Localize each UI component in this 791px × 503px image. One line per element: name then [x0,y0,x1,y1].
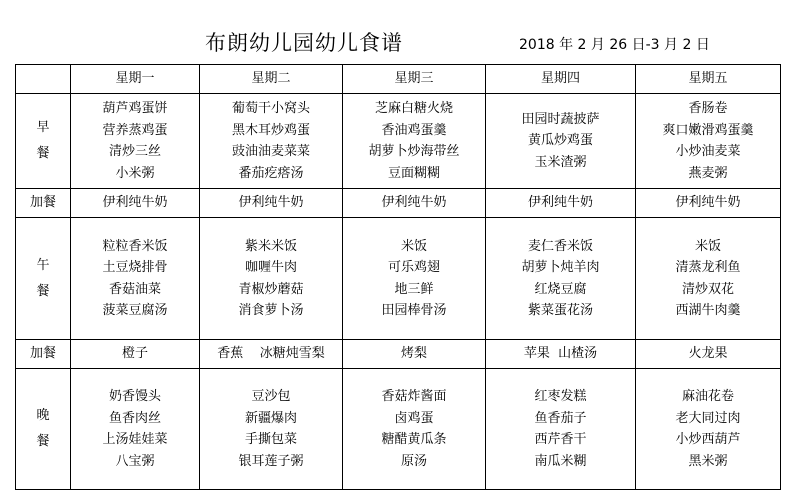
dish-item: 香菇油菜 [108,281,161,297]
dish-item: 地三鲜 [394,281,434,297]
dish-item: 田园棒骨汤 [381,303,447,318]
dish-item: 番茄疙瘩汤 [238,165,304,181]
dish-item: 手撕包菜 [244,432,297,447]
dish-item: 糖醋黄瓜条 [381,432,447,447]
dish-item: 粒粒香米饭 [102,238,168,254]
dish-item: 青椒炒蘑菇 [238,281,304,297]
breakfast-cell-thursday [486,94,636,189]
dish-item: 胡萝卜炒海带丝 [368,144,460,159]
dish-item: 黑木耳炒鸡蛋 [231,122,310,138]
dish-item: 豆沙包 [251,389,291,404]
day-header-friday: 星期五 [636,65,781,94]
dish-item: 原汤 [400,453,427,469]
dish-item: 清蒸龙利鱼 [675,260,741,275]
dish-item: 南瓜米糊 [534,453,587,469]
dish-item: 西湖牛肉羹 [675,303,741,318]
dish-item: 紫菜蛋花汤 [527,303,593,318]
afternoon-snack-cell-wednesday: 烤梨 [343,340,486,369]
dinner-row [16,369,781,490]
date-range: 2018 年 2 月 26 日-3 月 2 日 [519,37,710,53]
breakfast-cell-tuesday [200,94,343,189]
dish-item: 豆面糊糊 [387,165,440,181]
dish-item: 卤鸡蛋 [394,410,434,426]
dish-item: 消食萝卜汤 [238,303,304,318]
meal-label-lunch: 午 餐 [16,218,71,340]
lunch-cell-friday [636,218,781,340]
dish-item: 香菇炸酱面 [381,389,447,404]
dish-item: 可乐鸡翅 [387,260,440,275]
meal-label-morning-snack: 加餐 [16,189,71,218]
dish-item: 黄瓜炒鸡蛋 [527,133,593,149]
afternoon-snack-cell-monday: 橙子 [71,340,200,369]
dish-item: 咖喱牛肉 [244,260,297,275]
dish-item: 银耳莲子粥 [238,453,304,469]
day-header-tuesday: 星期二 [200,65,343,94]
lunch-cell-monday [71,218,200,340]
dish-item: 米饭 [400,238,427,254]
dish-item: 爽口嫩滑鸡蛋羹 [662,122,754,138]
afternoon-snack-cell-tuesday: 香蕉 冰糖炖雪梨 [200,340,343,369]
dish-item: 香肠卷 [688,101,728,116]
dish-item: 老大同过肉 [675,410,741,426]
dinner-cell-monday [71,369,200,490]
dish-item: 菠菜豆腐汤 [102,303,168,318]
breakfast-cell-friday [636,94,781,189]
morning-snack-cell-wednesday: 伊利纯牛奶 [343,189,486,218]
dish-item: 鱼香茄子 [534,410,587,426]
afternoon-snack-cell-thursday: 苹果 山楂汤 [486,340,636,369]
dish-item: 葡萄干小窝头 [231,101,310,116]
lunch-cell-wednesday [343,218,486,340]
day-header-monday: 星期一 [71,65,200,94]
lunch-row [16,218,781,340]
dish-item: 小炒西葫芦 [675,432,741,447]
dinner-cell-tuesday [200,369,343,490]
meal-label-afternoon-snack: 加餐 [16,340,71,369]
dinner-cell-wednesday [343,369,486,490]
meal-label-breakfast: 早 餐 [16,94,71,189]
morning-snack-cell-monday: 伊利纯牛奶 [71,189,200,218]
dish-item: 麻油花卷 [681,389,734,404]
dish-item: 田园时蔬披萨 [521,111,600,127]
breakfast-row [16,94,781,189]
dish-item: 红枣发糕 [534,389,587,404]
dish-item: 黑米粥 [688,453,728,469]
dish-item: 小炒油麦菜 [675,144,741,159]
dish-item: 红烧豆腐 [534,281,587,297]
dish-item: 玉米渣粥 [534,154,587,170]
dish-item: 豉油油麦菜菜 [231,144,310,159]
dish-item: 西芹香干 [534,432,587,447]
dish-item: 胡萝卜炖羊肉 [521,260,600,275]
dish-item: 土豆烧排骨 [102,260,168,275]
dish-item: 奶香馒头 [108,389,161,404]
morning-snack-cell-friday: 伊利纯牛奶 [636,189,781,218]
dinner-cell-friday [636,369,781,490]
dish-item: 八宝粥 [115,453,155,469]
dish-item: 清炒双花 [681,281,734,297]
dish-item: 芝麻白糖火烧 [374,101,453,116]
meal-label-dinner: 晚 餐 [16,369,71,490]
morning-snack-cell-tuesday: 伊利纯牛奶 [200,189,343,218]
breakfast-cell-monday [71,94,200,189]
day-header-wednesday: 星期三 [343,65,486,94]
morning-snack-cell-thursday: 伊利纯牛奶 [486,189,636,218]
dish-item: 营养蒸鸡蛋 [102,122,168,138]
dish-item: 紫米米饭 [244,238,297,254]
dish-item: 麦仁香米饭 [527,238,593,254]
afternoon-snack-cell-friday: 火龙果 [636,340,781,369]
dish-item: 新疆爆肉 [244,410,297,426]
morning-snack-row [16,189,781,218]
lunch-cell-tuesday [200,218,343,340]
afternoon-snack-row [16,340,781,369]
dish-item: 上汤娃娃菜 [102,432,168,447]
dish-item: 清炒三丝 [108,144,161,159]
dish-item: 米饭 [694,238,721,254]
dinner-cell-thursday [486,369,636,490]
dish-item: 小米粥 [115,165,155,181]
dish-item: 燕麦粥 [688,165,728,181]
lunch-cell-thursday [486,218,636,340]
breakfast-cell-wednesday [343,94,486,189]
page-title: 布朗幼儿园幼儿食谱 [205,31,403,55]
corner-cell [16,65,71,94]
dish-item: 香油鸡蛋羹 [381,122,447,138]
day-header-thursday: 星期四 [486,65,636,94]
dish-item: 鱼香肉丝 [108,410,161,426]
dish-item: 葫芦鸡蛋饼 [102,101,168,116]
weekly-menu-table [15,64,781,490]
header-row [16,65,781,94]
